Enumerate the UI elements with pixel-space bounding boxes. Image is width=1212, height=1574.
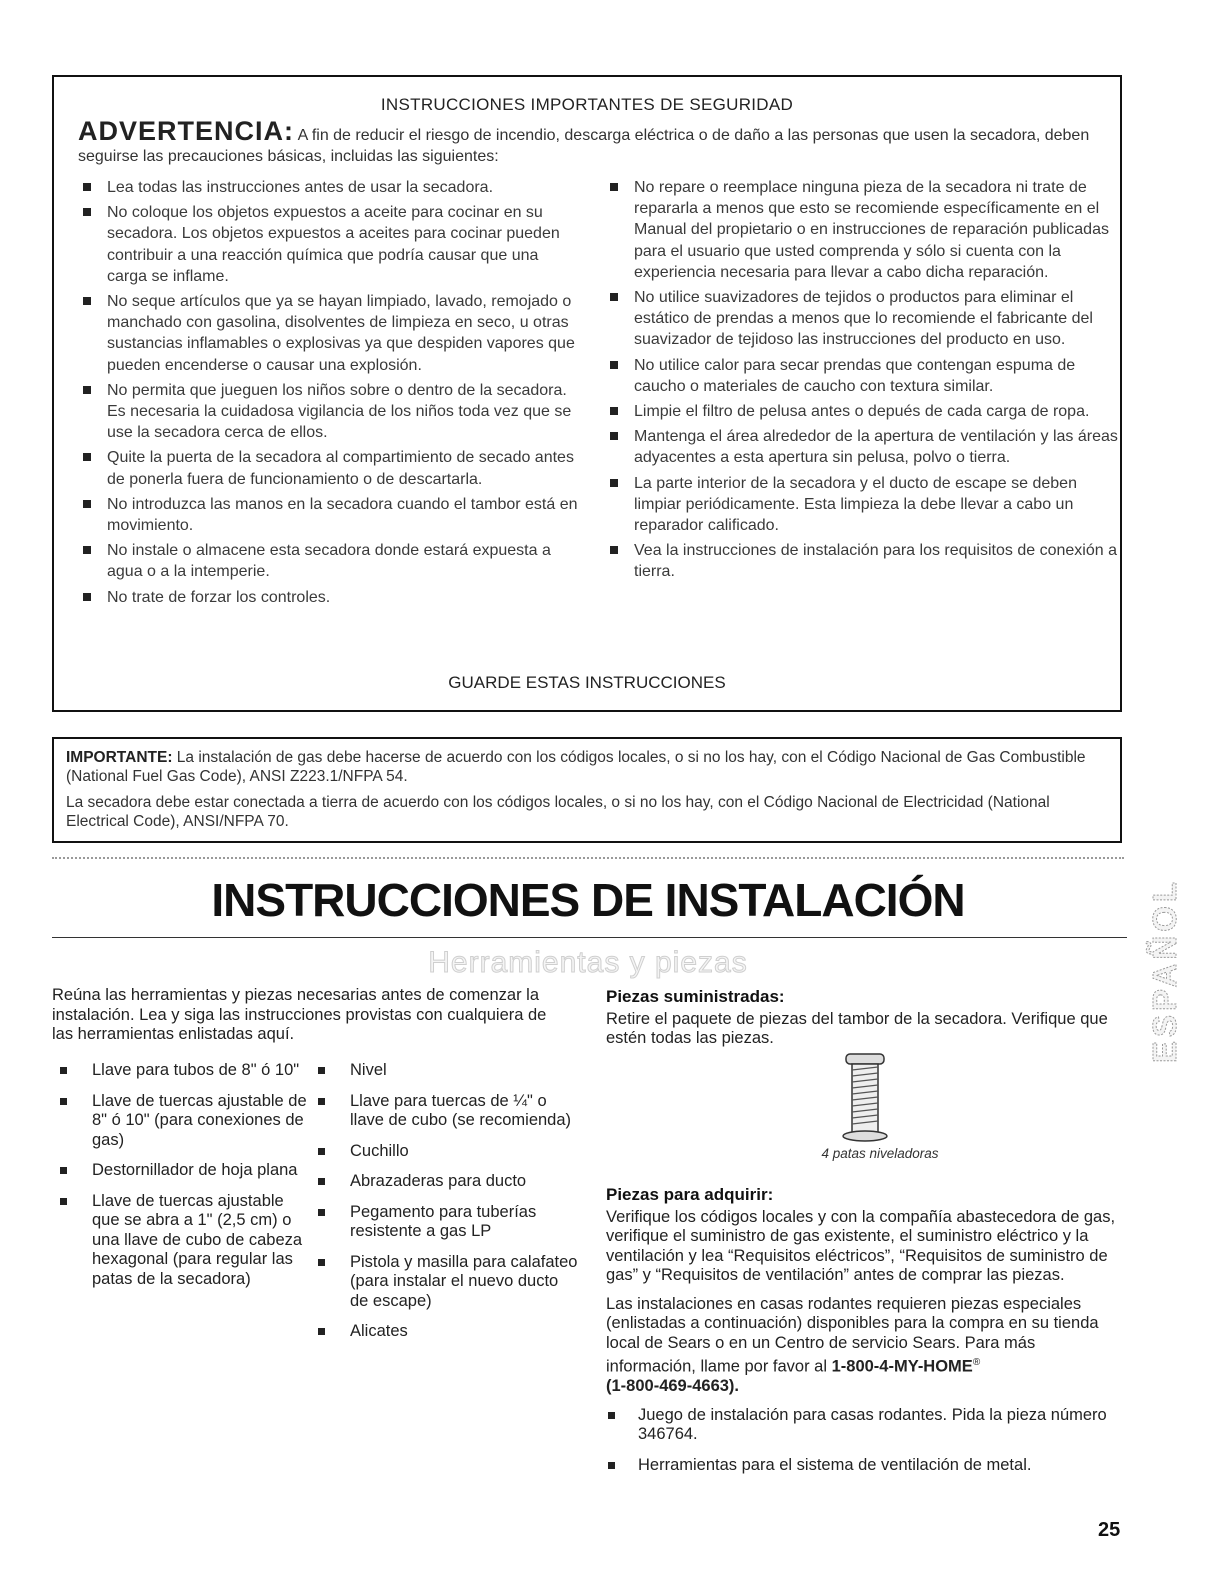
safety-item-text: No repare o reemplace ninguna pieza de la secadora ni trate de repararla a menos que esto se recomiende específicamente en el Manual del propietario o en instrucciones de reparación publicadas para el usuario que usted comprenda y sólo si cuenta con la experiencia necesaria para llevar a cabo dicha reparación. <box>634 179 1109 281</box>
safety-item-text: No permita que jueguen los niños sobre o dentro de la secadora. Es necesaria la cuidadosa vigilancia de los niños toda vez que se use la secadora cerca de ellos. <box>107 381 572 442</box>
safety-item-text: No instale o almacene esta secadora donde estará expuesta a agua o a la intemperie. <box>107 542 551 581</box>
part-caption: 4 patas niveladoras <box>821 1146 939 1161</box>
save-instructions: GUARDE ESTAS INSTRUCCIONES <box>448 673 726 692</box>
tool-item <box>318 1061 578 1081</box>
safety-box <box>52 75 1122 712</box>
warning-label: ADVERTENCIA: <box>78 116 295 146</box>
bullet-icon <box>60 1198 67 1205</box>
safety-item-text: No coloque los objetos expuestos a aceite para cocinar en su secadora. Los objetos expuestos a aceites para cocinar pueden contribuir a una reacción química que podría causar que una carga se inflame. <box>107 204 560 285</box>
tool-item <box>318 1092 578 1131</box>
bullet-icon <box>610 293 618 301</box>
page-number: 25 <box>1098 1519 1121 1541</box>
safety-item <box>608 401 1118 422</box>
tool-item-text: Pistola y masilla para calafateo (para instalar el nuevo ducto de escape) <box>350 1252 578 1310</box>
registered-mark: ® <box>972 1357 981 1368</box>
safety-item <box>608 540 1118 582</box>
safety-item <box>81 540 581 582</box>
tools-list-col2 <box>318 1061 578 1353</box>
safety-title: INSTRUCCIONES IMPORTANTES DE SEGURIDAD <box>380 95 794 114</box>
tool-item-text: Cuchillo <box>350 1141 409 1160</box>
bullet-icon <box>608 1462 615 1469</box>
safety-item-text: La parte interior de la secadora y el ducto de escape se deben limpiar periódicamente. Esta limpieza la debe llevar a cabo un reparador calificado. <box>634 474 1077 535</box>
safety-item-text: Limpie el filtro de pelusa antes o depués de cada carga de ropa. <box>634 403 1090 421</box>
warning-paragraph <box>78 116 1108 167</box>
bullet-icon <box>610 432 618 440</box>
dotted-divider <box>52 857 1124 859</box>
tool-item-text: Abrazaderas para ducto <box>350 1172 527 1190</box>
important-label: IMPORTANTE: <box>66 749 173 766</box>
supplied-text: Retire el paquete de piezas del tambor de la secadora. Verifique que estén todas las piezas. <box>606 1009 1108 1047</box>
bullet-icon <box>83 453 91 461</box>
purchase-item-text: Juego de instalación para casas rodantes. Pida la pieza número 346764. <box>638 1405 1107 1443</box>
safety-item <box>81 202 581 287</box>
bullet-icon <box>83 593 91 601</box>
tool-item-text: Destornillador de hoja plana <box>92 1161 298 1179</box>
tool-item <box>318 1203 578 1242</box>
tool-item-text: Llave de tuercas ajustable de 8" ó 10" (para conexiones de gas) <box>92 1091 307 1149</box>
bullet-icon <box>83 500 91 508</box>
purchase-items-list <box>608 1406 1126 1476</box>
tool-item-text: Pegamento para tuberías resistente a gas LP <box>350 1202 537 1240</box>
mobile-home-text-body: Las instalaciones en casas rodantes requieren piezas especiales (enlistadas a continuación) disponibles para la compra en su tienda local de Sears o en un Centro de servicio Sears. Para más información, llame por favor al <box>606 1294 1099 1376</box>
safety-item <box>81 587 581 608</box>
bullet-icon <box>318 1098 325 1105</box>
purchase-text: Verifique los códigos locales y con la compañía abastecedora de gas, verifique el suministro de gas existente, el suministro eléctrico y la ventilación y lea “Requisitos eléctricos”, “Requisitos de suministro de gas” y “Requisitos de ventilación” antes de comprar las piezas. <box>606 1207 1116 1284</box>
safety-left-list <box>81 177 581 612</box>
safety-item <box>81 447 581 489</box>
bullet-icon <box>60 1167 67 1174</box>
safety-item-text: No utilice suavizadores de tejidos o productos para eliminar el estático de prendas a menos que lo recomiende el fabricante del suavizador de tejidoso las instrucciones del producto en uso. <box>634 289 1093 349</box>
mobile-home-text <box>606 1295 1126 1397</box>
purchase-parts-section <box>606 1185 1126 1486</box>
bullet-icon <box>83 183 91 191</box>
intro-paragraph: Reúna las herramientas y piezas necesarias antes de comenzar la instalación. Lea y siga las instrucciones provistas con cualquiera de las herramientas enlistadas aquí. <box>52 986 547 1043</box>
bullet-icon <box>318 1259 325 1266</box>
purchase-item-text: Herramientas para el sistema de ventilación de metal. <box>638 1455 1032 1474</box>
tool-item <box>318 1172 578 1192</box>
safety-item <box>81 177 581 198</box>
supplied-heading: Piezas suministradas: <box>606 987 785 1006</box>
purchase-item <box>608 1406 1126 1445</box>
safety-item-text: Vea la instrucciones de instalación para los requisitos de conexión a tierra. <box>634 542 1117 581</box>
safety-item-text: No utilice calor para secar prendas que contengan espuma de caucho o materiales de caucho con textura similar. <box>634 356 1076 395</box>
safety-item <box>608 287 1118 351</box>
tool-item <box>60 1061 310 1081</box>
safety-item-text: No seque artículos que ya se hayan limpiado, lavado, remojado o manchado con gasolina, disolventes de limpieza en seco, u otras sustancias inflamables o explosivas ya que despiden vapores que pueden encenderse o causar una explosión. <box>107 293 575 374</box>
tool-item <box>318 1322 578 1342</box>
safety-right-list <box>608 177 1118 587</box>
phone-number-numeric: (1-800-469-4663). <box>606 1377 739 1395</box>
tool-item <box>60 1192 310 1290</box>
title-divider <box>52 937 1127 938</box>
important-paragraph-gas <box>66 748 1106 786</box>
bullet-icon <box>83 386 91 394</box>
safety-item <box>81 494 581 536</box>
bullet-icon <box>60 1067 67 1074</box>
page-title: INSTRUCCIONES DE INSTALACIÓN <box>211 874 965 926</box>
bullet-icon <box>610 546 618 554</box>
safety-item <box>608 355 1118 397</box>
safety-item <box>608 177 1118 283</box>
section-title: Herramientas y piezas <box>428 946 748 979</box>
tool-item-text: Llave para tuercas de ¼" o llave de cubo (se recomienda) <box>350 1091 572 1129</box>
important-text-gas: La instalación de gas debe hacerse de acuerdo con los códigos locales, o si no los hay, con el Código Nacional de Gas Combustible (National Fuel Gas Code), ANSI Z223.1/NFPA 54. <box>66 749 1086 785</box>
safety-item <box>608 426 1118 468</box>
purchase-heading: Piezas para adquirir: <box>606 1185 774 1204</box>
bullet-icon <box>610 183 618 191</box>
tool-item <box>318 1142 578 1162</box>
phone-number: 1-800-4-MY-HOME <box>831 1357 973 1376</box>
tool-item <box>60 1092 310 1151</box>
tool-item-text: Llave de tuercas ajustable que se abra a 1" (2,5 cm) o una llave de cubo de cabeza hexagonal (para regular las patas de la secadora) <box>92 1191 303 1288</box>
side-tab-label: ESPAÑOL <box>1146 877 1183 1063</box>
bullet-icon <box>318 1178 325 1185</box>
warning-text: A fin de reducir el riesgo de incendio, descarga eléctrica o de daño a las personas que usen la secadora, deben seguirse las precauciones básicas, incluidas las siguientes: <box>78 127 1090 165</box>
bullet-icon <box>608 1412 615 1419</box>
bullet-icon <box>610 479 618 487</box>
tool-item-text: Llave para tubos de 8" ó 10" <box>92 1061 300 1079</box>
important-box <box>52 737 1122 843</box>
bullet-icon <box>318 1328 325 1335</box>
bullet-icon <box>318 1209 325 1216</box>
leveling-leg-image <box>838 1052 892 1149</box>
tool-item <box>318 1253 578 1312</box>
safety-item-text: No introduzca las manos en la secadora cuando el tambor está en movimiento. <box>107 495 578 535</box>
bullet-icon <box>610 361 618 369</box>
tool-item <box>60 1161 310 1181</box>
language-side-tab <box>1146 818 1183 1073</box>
safety-item <box>81 380 581 444</box>
tools-list-col1 <box>60 1061 310 1300</box>
safety-item-text: Mantenga el área alrededor de la apertura de ventilación y las áreas adyacentes a esta apertura sin pelusa, polvo o tierra. <box>634 428 1118 467</box>
bullet-icon <box>318 1148 325 1155</box>
bullet-icon <box>83 546 91 554</box>
bullet-icon <box>610 407 618 415</box>
safety-item <box>608 473 1118 537</box>
bullet-icon <box>83 297 91 305</box>
bullet-icon <box>60 1098 67 1105</box>
safety-item-text: No trate de forzar los controles. <box>107 588 331 606</box>
supplied-parts-section <box>606 987 1126 1058</box>
important-paragraph-electric: La secadora debe estar conectada a tierra de acuerdo con los códigos locales, o si no los hay, con el Código Nacional de Electricidad (National Electrical Code), ANSI/NFPA 70. <box>66 794 1050 830</box>
purchase-item <box>608 1456 1126 1476</box>
bullet-icon <box>83 208 91 216</box>
safety-item-text: Lea todas las instrucciones antes de usar la secadora. <box>107 179 494 196</box>
safety-item-text: Quite la puerta de la secadora al compartimiento de secado antes de ponerla fuera de funcionamiento o de descartarla. <box>107 449 574 488</box>
tool-item-text: Nivel <box>350 1061 387 1079</box>
tool-item-text: Alicates <box>350 1322 408 1340</box>
safety-item <box>81 291 581 376</box>
bullet-icon <box>318 1067 325 1074</box>
